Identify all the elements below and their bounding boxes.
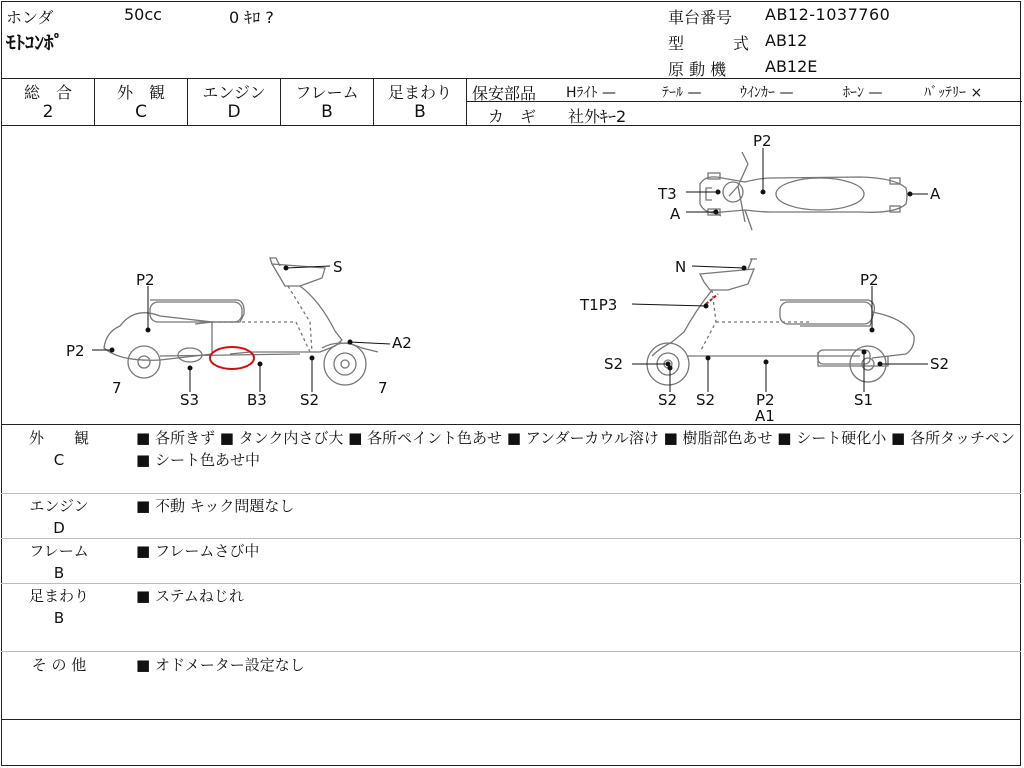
key-label: カ ギ	[488, 107, 537, 126]
type-label-1: 型	[668, 34, 685, 53]
rule	[1, 78, 1021, 79]
remark-frame-label: フレーム B	[29, 542, 89, 582]
label-right-s2-left: S2	[604, 355, 624, 373]
remark-exterior-label: 外 観 C	[28, 429, 89, 469]
safety-battery: ﾊﾞｯﾃﾘｰ ×	[924, 85, 983, 101]
label-left-s3: S3	[180, 391, 200, 409]
grade-exterior-label: 外 観	[116, 83, 165, 102]
label-left-b3: B3	[247, 391, 267, 409]
rule	[1, 651, 1021, 652]
rule	[1, 538, 1021, 539]
label-left-7a: 7	[112, 379, 122, 397]
safety-winker: ｳｲﾝｶｰ —	[740, 85, 794, 101]
grade-engine-value: D	[227, 102, 241, 122]
rule	[1, 424, 1021, 425]
grade-suspension-value: B	[414, 102, 426, 122]
label-right-p2-bottom: P2	[756, 391, 775, 409]
grade-overall-value: 2	[42, 102, 54, 122]
type-label-2: 式	[733, 34, 750, 53]
label-right-n: N	[675, 258, 687, 276]
remark-suspension-label: 足まわり B	[28, 587, 89, 627]
grade-suspension-label: 足まわり	[387, 83, 452, 102]
safety-headlight: Hﾗｲﾄ —	[566, 85, 616, 101]
remark-exterior-text: ■ 各所きず ■ タンク内さび大 ■ 各所ペイント色あせ ■ アンダーカウル溶け ■ 樹脂部色あせ ■ シート硬化小 ■ 各所タッチペン ■ シート色あせ中	[136, 429, 1015, 469]
grade-exterior-value: C	[135, 102, 147, 122]
chassis-value: AB12-1037760	[765, 5, 891, 24]
remark-engine-text: ■ 不動 キック問題なし	[136, 497, 295, 515]
label-left-7b: 7	[378, 379, 388, 397]
rule	[1, 583, 1021, 584]
label-left-s2: S2	[300, 391, 320, 409]
label-left-p2-side: P2	[66, 342, 85, 360]
type-value: AB12	[765, 31, 808, 50]
engine-value: AB12E	[765, 57, 818, 76]
mileage: 0 ｷﾛ ?	[229, 8, 274, 27]
label-left-a2: A2	[392, 334, 412, 352]
label-right-s2-b2: S2	[696, 391, 716, 409]
label-right-p2-top: P2	[860, 271, 879, 289]
rule	[1, 719, 1021, 720]
label-left-p2-top: P2	[136, 271, 155, 289]
grade-engine-label: エンジン	[202, 83, 266, 102]
label-left-s: S	[333, 258, 343, 276]
damage-diagram	[0, 126, 1024, 426]
chassis-label: 車台番号	[668, 8, 733, 27]
displacement: 50cc	[124, 5, 162, 24]
label-right-s2-right: S2	[930, 355, 950, 373]
model-name: ﾓﾄｺﾝﾎﾟ	[6, 32, 64, 54]
damage-mark-b3	[210, 347, 254, 369]
remark-other-text: ■ オドメーター設定なし	[136, 656, 305, 674]
key-value: 社外ｷｰ2	[568, 107, 627, 126]
safety-taillight: ﾃｰﾙ —	[662, 85, 702, 101]
grade-frame-label: フレーム	[295, 83, 359, 102]
label-top-a-left: A	[670, 205, 681, 223]
safety-parts-label: 保安部品	[472, 84, 537, 103]
grade-overall-label: 総 合	[23, 83, 72, 102]
label-top-p2: P2	[753, 132, 772, 150]
maker-name: ホンダ	[6, 8, 54, 27]
scooter-top-view-icon	[700, 152, 907, 230]
label-right-a1: A1	[755, 407, 775, 425]
engine-label: 原 動 機	[668, 60, 727, 79]
remark-other-label: そ の 他	[31, 656, 87, 674]
label-top-a-right: A	[930, 185, 941, 203]
remark-frame-text: ■ フレームさび中	[136, 542, 260, 560]
remark-suspension-text: ■ ステムねじれ	[136, 587, 244, 605]
label-top-t3: T3	[658, 185, 677, 203]
label-right-s2-b1: S2	[658, 391, 678, 409]
rule	[1, 493, 1021, 494]
grade-frame-value: B	[321, 102, 333, 122]
safety-horn: ﾎｰﾝ —	[843, 85, 883, 101]
label-right-s1: S1	[854, 391, 874, 409]
remark-engine-label: エンジン D	[29, 497, 89, 537]
label-right-t1p3: T1P3	[580, 296, 618, 314]
